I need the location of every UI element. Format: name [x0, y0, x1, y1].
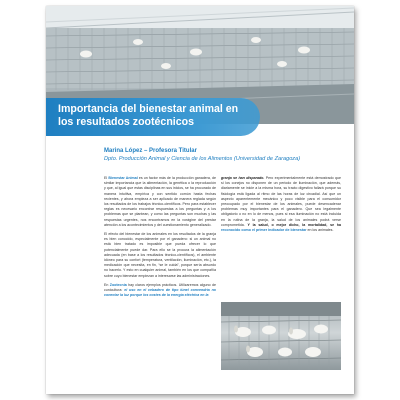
- italic-lead: granja se han disparado.: [221, 176, 265, 180]
- strong-statement: Y la salud, o mejor dicho, la mortalidad, se ha: [247, 222, 342, 227]
- byline: [104, 147, 344, 163]
- paragraph-lead: En: [104, 282, 110, 287]
- paragraph-effects: El efecto del bienestar de los animales en los resultados de la granja es bien conocido, especialmente por el ganadero: si un animal no está bien tratado es imposible que pueda ofrecer lo que potencialmente puede dar. Para ello se la procura la alimentación adecuada (en base a los resultados técnico-científicos), el ambiente idóneo para su confort (temperatura, ventilación, iluminación, etc.), la medicación que necesita, en fin, “se le cuida”, porque sería absurdo no hacerlo. Y esto en cualquier animal, también en los que compañía sobre cuyo bienestar empiezan a interesarse las administraciones.: [104, 232, 216, 278]
- paragraph-lead: El: [104, 176, 108, 180]
- paragraph-intro: [104, 176, 216, 228]
- article-title: Importancia del bienestar animal en los resultados zootécnicos: [58, 103, 239, 128]
- author-department: Dpto. Producción Animal y Ciencia de los Alimentos (Universidad de Zaragoza): [104, 156, 301, 162]
- body-column-right: [221, 176, 341, 237]
- paragraph-text: es un factor más de la producción ganadera, de similar importancia que la alimentación, la genética o la reproducción y que, al igual que estas disciplinas en sus inicios, se ha procurado de manera intuitiva, empírica y con sentido común hasta fechas recientes, y ahora empieza a ser aplicado de manera reglada según los resultados de los trabajos técnico-científicos. Pero para establecer reglas es necesario encontrar respuestas a los preguntas y a los problemas que se plantean, y como las preguntas son muchas y las respuestas urgentes, nos encontramos en la vorágine del prestar atención a los acontecimientos y del cuestionamiento generalizado.: [104, 176, 217, 227]
- paragraph-text: hay claros ejemplos prácticos. Utilizaremos alguno de cunicultura:: [104, 282, 216, 293]
- highlight-italic: el uso en el cebadero de tipo túnel convendría no conectar la luz porque los costes de la energía eléctrica en la: [104, 288, 216, 298]
- author-name: Marina López – Profesora Titular: [104, 148, 197, 154]
- magazine-page: [46, 6, 354, 394]
- inset-photo-rabbits: [221, 302, 341, 370]
- highlight-statement: reconocido como el primer indicador de bienestar: [221, 228, 307, 233]
- highlight-term: Zootecnia: [109, 282, 127, 287]
- title-banner: [46, 98, 260, 136]
- body-column-left: [104, 176, 216, 302]
- highlight-term: Bienestar Animal: [108, 176, 138, 180]
- paragraph-tail: en los animales.: [307, 228, 334, 233]
- paragraph-text: Pero experimentalmente está demostrado que si los conejos no disponen de un periodo de iluminación, que además, diariamente se inicie a la misma hora, su tracto digestivo fallará porque su fisiología está ligada al ritmo de las horas de luz circadial. Así que un aspecto aparentemente mecánico y poco visible para el consumidor preocupado por el bienestar de los animales, puede desencadenar problemas muy importantes para el ganadero. Que sea legalmente obligatorio o no en lo de menos, pues si esa iluminación no está incluida en la rutina de la granja, la salud de los animales podrá verse comprometida.: [221, 176, 341, 227]
- paragraph-lighting: [221, 176, 341, 233]
- paragraph-zootecnia: [104, 283, 216, 299]
